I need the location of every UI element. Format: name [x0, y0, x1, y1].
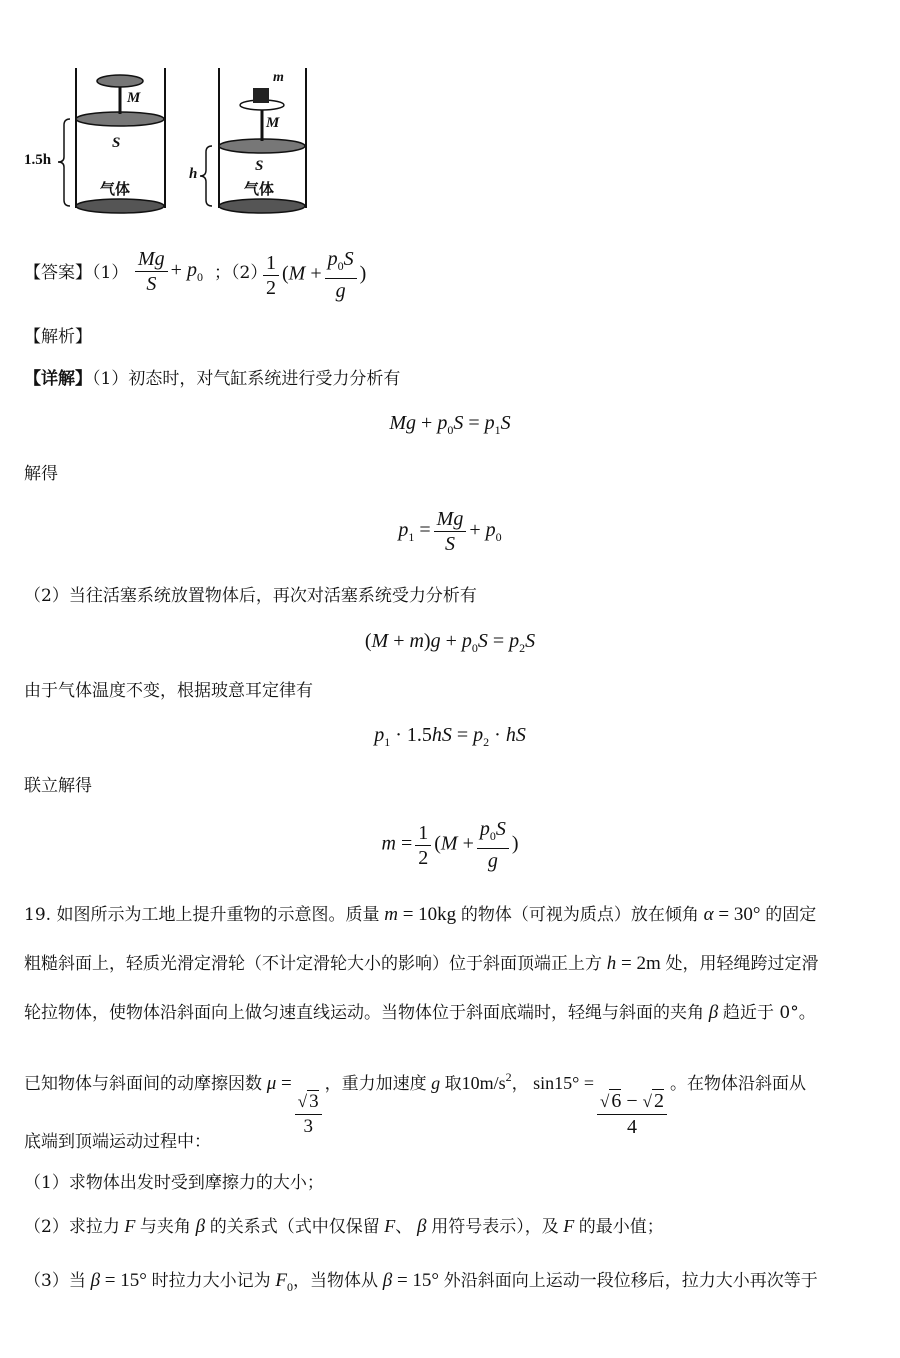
- answer-label: 【答案】: [24, 263, 92, 283]
- label-S-left: S: [112, 135, 121, 151]
- eq-boyle: $p_1 \cdot 1.5hS = p_2$ · hS: [374, 724, 526, 749]
- label-gas-left: 气体: [100, 180, 131, 198]
- label-height-right: h: [189, 166, 198, 182]
- label-S-right: S: [255, 158, 264, 174]
- problem19-line5: 底端到顶端运动过程中：: [24, 1132, 211, 1152]
- question-3: （3）当 β = 15° 时拉力大小记为 $F_0$，当物体从 β = 15° 外沿斜面向上运动一段位移后，拉力大小再次等于: [24, 1270, 818, 1294]
- eq-force-balance-2: $(M + m)g + p_0S = p_2S$: [364, 630, 536, 655]
- answer-part1-formula: $\frac{Mg}{S}$ + $p_0$: [132, 248, 203, 295]
- eq-p1: $p_1$ = $\frac{Mg}{S}$ + $p_0$: [398, 508, 502, 555]
- answer-part2-formula: $\frac{1}{2}$ (M + $\frac{p_0S}{g}$ ): [260, 248, 366, 302]
- eq-m-result: m = $\frac{1}{2}$ (M + $\frac{p_0S}{g}$ ): [381, 818, 519, 872]
- answer-line: 【答案】（1）: [24, 263, 129, 283]
- label-M-left: M: [127, 90, 141, 106]
- problem19-line4: 已知物体与斜面间的动摩擦因数 μ = $\frac{√ 3}{3}$ ，重力加速度 g 取$10m/s^2$， sin15° = $\frac{√ 6 - √ 2}{4}$ 。在物体沿斜面从: [24, 1070, 806, 1138]
- question-2: （2）求拉力 F 与夹角 β 的关系式（式中仅保留 F、 β 用符号表示），及 F 的最小值；: [24, 1216, 664, 1237]
- eq-force-balance-1: $Mg + p_0S = p_1S$: [389, 412, 511, 437]
- detail-solve2: 联立解得: [24, 776, 92, 796]
- label-height-left: 1.5h: [24, 152, 52, 168]
- label-m-right: m: [273, 70, 284, 85]
- detail-line1: 【详解】（1）初态时，对气缸系统进行受力分析有: [24, 369, 401, 389]
- problem19-line2: 粗糙斜面上，轻质光滑定滑轮（不计定滑轮大小的影响）位于斜面顶端正上方 h = 2m 处，用轻绳跨过定滑: [24, 953, 819, 974]
- problem19-line1: 19. 如图所示为工地上提升重物的示意图。质量 m = 10kg 的物体（可视为质点）放在倾角 α = 30° 的固定: [24, 904, 817, 925]
- answer-part2-prefix: ；（2）: [214, 263, 268, 283]
- analysis-label: 【解析】: [24, 327, 92, 347]
- label-M-right: M: [266, 115, 280, 131]
- question-1: （1）求物体出发时受到摩擦力的大小；: [24, 1173, 324, 1193]
- label-gas-right: 气体: [244, 180, 275, 198]
- detail-line2: （2）当往活塞系统放置物体后，再次对活塞系统受力分析有: [24, 586, 477, 606]
- problem19-line3: 轮拉物体，使物体沿斜面向上做匀速直线运动。当物体位于斜面底端时，轻绳与斜面的夹角 β 趋近于 0°。: [24, 1002, 816, 1023]
- detail-line3: 由于气体温度不变，根据玻意耳定律有: [24, 681, 313, 701]
- detail-solve1: 解得: [24, 464, 58, 484]
